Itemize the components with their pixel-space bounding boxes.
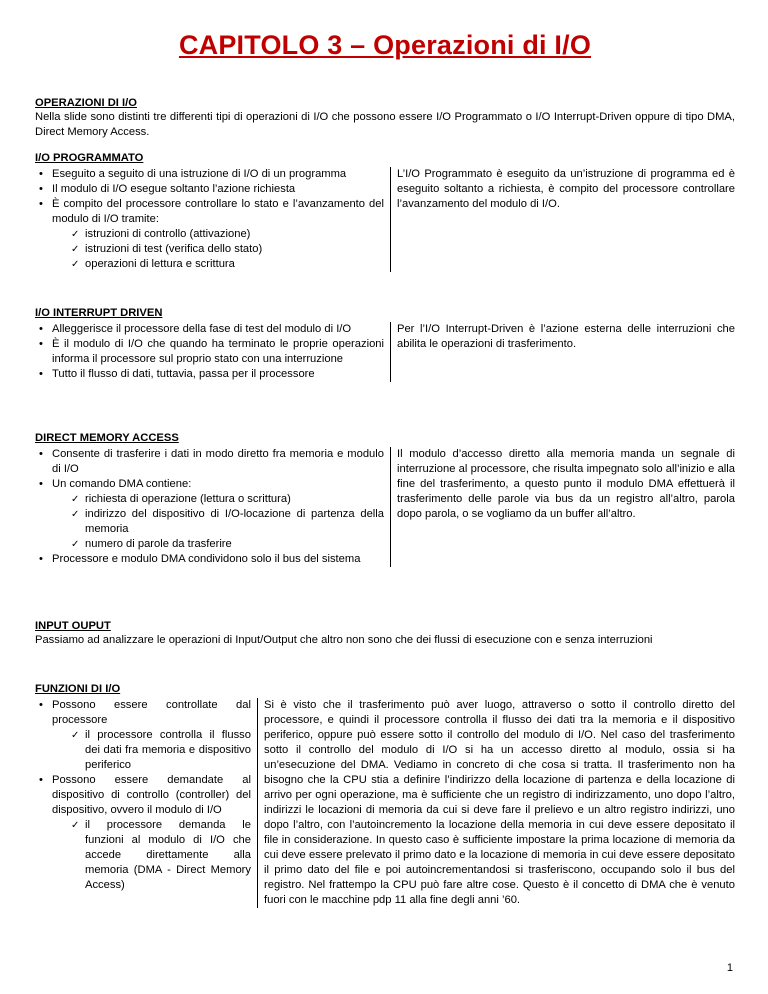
intro-heading: OPERAZIONI DI I/O <box>35 97 137 109</box>
list-item: • Il modulo di I/O esegue soltanto l’azione richiesta <box>35 182 384 197</box>
funzioni-list-column <box>35 698 258 908</box>
list-item: • Possono essere controllate dal processore <box>35 698 251 728</box>
list-item: • Alleggerisce il processore della fase di test del modulo di I/O <box>35 322 384 337</box>
interrupt-list-column <box>35 322 391 382</box>
page-title: CAPITOLO 3 – Operazioni di I/O <box>178 30 592 60</box>
dma-row <box>35 447 735 567</box>
funzioni-note: Si è visto che il trasferimento può aver luogo, attraverso o sotto il controllo diretto del processore, e quindi il processore controlla il flusso dei dati tra la memoria e il dispositivo periferico, oppure può essere sotto il controllo del modulo di I/O. Nel caso del trasferimento sotto il controllo del modulo di I/O si ha un accesso diretto al modulo, ossia si ha un’esecuzione del DMA. Vediamo in concreto di che cosa si tratta. Il trasferimento non ha bisogno che la CPU stia a definire l’indirizzo della locazione di partenza e della locazione di arrivo per ogni operazione, ma è sufficiente che un registro di indirizzamento, uno dopo l’altro, indirizzi le locazioni di memoria da cui si deve fare il prelievo e un altro registro indirizzi, uno dopo l’altro, con l’autoincremento la locazione della memoria in cui deve essere depositato il file in considerazione. In questo caso è sufficiente impostare la prima locazione di memoria da cui deve essere prelevato il primo dato e la locazione di memoria in cui deve essere depositato il primo dato del file e poi autoincrementandosi si trasferiscono, occupando solo il bus del registro. Nel frattempo la CPU può fare altre cose. Questo è il concetto di DMA che è venuto fuori con le macchine pdp 11 alla fine degli anni ’60. <box>264 699 735 906</box>
list-item: • Eseguito a seguito di una istruzione di I/O di un programma <box>35 167 384 182</box>
list-item: • È il modulo di I/O che quando ha terminato le proprie operazioni informa il processore sul proprio stato con una interruzione <box>35 337 384 367</box>
programmato-heading: I/O PROGRAMMATO <box>35 152 144 164</box>
page-number: 1 <box>726 962 733 974</box>
checklist-item: ✓ numero di parole da trasferire <box>35 537 384 552</box>
dma-list-column <box>35 447 391 567</box>
checklist-item: ✓ indirizzo del dispositivo di I/O-locazione di partenza della memoria <box>35 507 384 537</box>
checklist-item: ✓ istruzioni di test (verifica dello stato) <box>35 242 384 257</box>
checklist-item: ✓ istruzioni di controllo (attivazione) <box>35 227 384 242</box>
funzioni-row <box>35 698 735 908</box>
programmato-note: L’I/O Programmato è eseguito da un’istruzione di programma ed è eseguito soltanto a richiesta, è compito del processore controllare l’avanzamento del modulo di I/O. <box>397 168 735 210</box>
intro-text: Nella slide sono distinti tre differenti tipi di operazioni di I/O che possono essere I/O Programmato o I/O Interrupt-Driven oppure di tipo DMA, Direct Memory Access. <box>35 111 735 138</box>
checklist-item: ✓ il processore controlla il flusso dei dati fra memoria e dispositivo periferico <box>35 728 251 773</box>
list-item: • È compito del processore controllare lo stato e l’avanzamento del modulo di I/O tramite: <box>35 197 384 227</box>
input-output-text: Passiamo ad analizzare le operazioni di Input/Output che altro non sono che dei flussi di esecuzione con e senza interruzioni <box>35 634 653 646</box>
programmato-list-column <box>35 167 391 272</box>
checklist-item: ✓ richiesta di operazione (lettura o scrittura) <box>35 492 384 507</box>
checklist-item: ✓ il processore demanda le funzioni al modulo di I/O che accede direttamente alla memoria (DMA - Direct Memory Access) <box>35 818 251 893</box>
list-item: • Un comando DMA contiene: <box>35 477 384 492</box>
list-item: • Possono essere demandate al dispositivo di controllo (controller) del dispositivo, ovvero il modulo di I/O <box>35 773 251 818</box>
list-item: • Tutto il flusso di dati, tuttavia, passa per il processore <box>35 367 384 382</box>
input-output-heading: INPUT OUPUT <box>35 620 111 632</box>
funzioni-heading: FUNZIONI DI I/O <box>35 683 121 695</box>
interrupt-row <box>35 322 735 382</box>
interrupt-note: Per l’I/O Interrupt-Driven è l’azione esterna delle interruzioni che abilita le operazioni di trasferimento. <box>397 323 735 350</box>
interrupt-heading: I/O INTERRUPT DRIVEN <box>35 307 163 319</box>
dma-note: Il modulo d’accesso diretto alla memoria manda un segnale di interruzione al processore, che risulta impegnato solo all’inizio e alla fine del trasferimento, a questo punto il modulo DMA effettuerà il trasferimento delle parole via bus da un registro all’altro, parola dopo parola, o se vogliamo da un buffer all’altro. <box>397 448 735 520</box>
list-item: • Processore e modulo DMA condividono solo il bus del sistema <box>35 552 384 567</box>
list-item: • Consente di trasferire i dati in modo diretto fra memoria e modulo di I/O <box>35 447 384 477</box>
dma-heading: DIRECT MEMORY ACCESS <box>35 432 179 444</box>
checklist-item: ✓ operazioni di lettura e scrittura <box>35 257 384 272</box>
programmato-row <box>35 167 735 272</box>
